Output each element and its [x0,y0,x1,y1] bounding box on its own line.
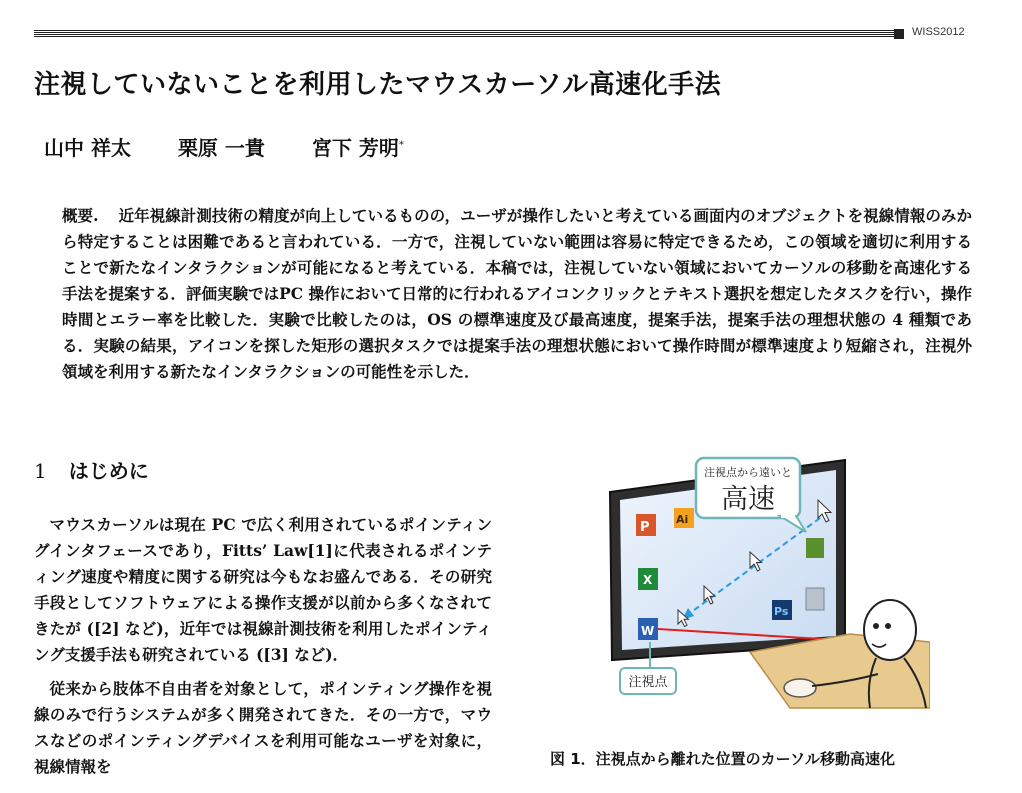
paragraph-2: 従来から肢体不自由者を対象として，ポインティング操作を視線のみで行うシステムが多く開発されてきた．その一方で，マウスなどのポインティングデバイスを利用可能なユーザを対象に，視線情報を [34,679,492,776]
app-icon-powerpoint [636,514,656,536]
svg-text:W: W [641,624,655,638]
app-icon-evernote [806,538,824,558]
app-icon-photoshop [772,600,792,620]
author-3-name: 宮下 芳明 [311,136,399,160]
svg-text:X: X [643,573,653,587]
svg-text:Ai: Ai [676,513,689,526]
abstract-label: 概要. [62,206,99,225]
section-body [34,512,492,788]
app-icon-illustrator [674,508,694,528]
person-head [864,600,916,660]
mouse-hand [784,679,816,697]
author-3 [312,136,404,160]
conference-tag: WISS2012 [912,26,965,38]
svg-text:Ps: Ps [774,605,789,618]
affiliation-mark: * [398,139,404,151]
header-rule-end [894,29,904,39]
svg-text:注視点: 注視点 [628,675,668,690]
figure-1 [600,452,930,712]
abstract [62,203,972,385]
section-number: 1 [34,459,47,483]
app-icon-excel [638,568,658,590]
bubble-large-text: 高速 [721,484,775,515]
author-1: 山中 祥太 [44,136,131,160]
header-rule [34,30,896,38]
section-title: はじめに [68,459,149,483]
author-2: 栗原 一貴 [177,136,265,160]
author-list [44,132,444,161]
app-icon-word [638,618,658,640]
paper-title: 注視していないことを利用したマウスカーソル高速化手法 [34,70,722,100]
app-icon-utility [806,588,824,610]
bubble-small-text: 注視点から遠いと [704,466,792,479]
figure-illustration [600,452,930,712]
svg-text:P: P [640,520,650,535]
abstract-text: 近年視線計測技術の精度が向上しているものの，ユーザが操作したいと考えている画面内のオブジェクトを視線情報のみから特定することは困難であると言われている．一方で，注視していない範囲は容易に特定できるため，この領域を適切に利用することで新たなインタラクションが可能になると考えている．本稿では，注視していない領域においてカーソルの移動を高速化する手法を提案する．評価実験ではPC 操作において日常的に行われるアイコンクリックとテキスト選択を想定したタスクを行い，操作時間とエラー率を比較した．実験で比較したのは，OS の標準速度及び最高速度，提案手法，提案手法の理想状態の 4 種類である．実験の結果，アイコンを探した矩形の選択タスクでは提案手法の理想状態において操作時間が標準速度より短縮され，注視外領域を利用する新たなインタラクションの可能性を示した． [62,206,972,381]
figure-caption: 図 1．注視点から離れた位置のカーソル移動高速化 [550,750,896,768]
paragraph-1: マウスカーソルは現在 PC で広く利用されているポインティングインタフェースであり，Fitts’ Law[1]に代表されるポインティング速度や精度に関する研究は今もなお盛んである．その研究手段としてソフトウェアによる操作支援が以前から多くなされてきたが ([2] など)，近年では視線計測技術を利用したポインティング支援手法も研究されている ([3] など)． [34,515,492,664]
section-heading [34,455,149,484]
